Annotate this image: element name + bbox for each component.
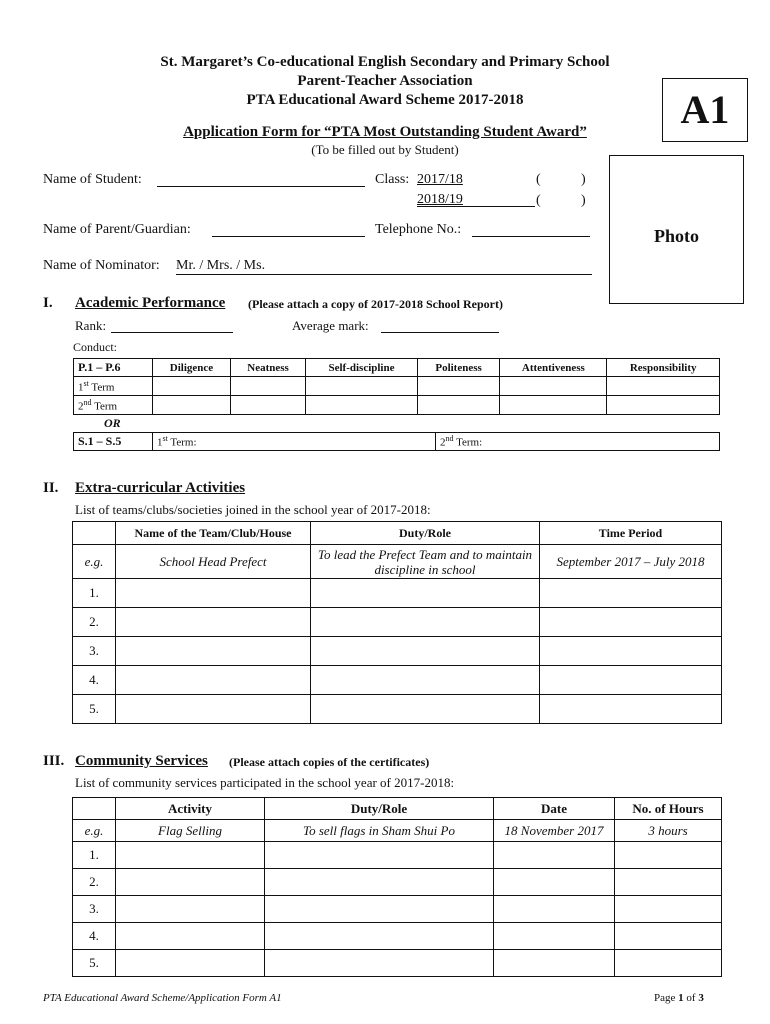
services-cell[interactable] [494, 896, 615, 923]
section-2-number: II. [43, 480, 59, 496]
section-3-title: Community Services [75, 753, 208, 769]
activities-cell[interactable] [311, 666, 540, 695]
class-year-2: 2018/19 [417, 192, 463, 207]
services-cell[interactable] [615, 950, 722, 977]
sec-term-2-word: Term: [456, 436, 483, 449]
conduct-header-attentiveness: Attentiveness [500, 359, 607, 377]
services-table [72, 797, 722, 977]
activities-row-num: 2. [73, 608, 116, 637]
section-1-number: I. [43, 295, 53, 311]
term-2-sup: nd [83, 397, 92, 407]
activities-example-label: e.g. [73, 545, 116, 579]
services-example-activity: Flag Selling [116, 820, 265, 842]
parent-name-label: Name of Parent/Guardian: [43, 222, 191, 237]
conduct-table [73, 358, 720, 415]
sec-term-2-sup: nd [445, 434, 454, 444]
sec-term-1-sup: st [162, 434, 168, 444]
section-3-number: III. [43, 753, 65, 769]
activities-header-name: Name of the Team/Club/House [116, 522, 311, 545]
services-row-num: 5. [73, 950, 116, 977]
activities-header-role: Duty/Role [311, 522, 540, 545]
conduct-cell[interactable] [500, 377, 607, 396]
activities-cell[interactable] [116, 666, 311, 695]
term-2-num: 2 [78, 400, 84, 413]
activities-cell[interactable] [540, 608, 722, 637]
activities-example-period: September 2017 – July 2018 [540, 545, 722, 579]
conduct-cell[interactable] [607, 396, 720, 415]
activities-cell[interactable] [116, 695, 311, 724]
rank-label: Rank: [75, 318, 107, 333]
conduct-header-responsibility: Responsibility [607, 359, 720, 377]
section-1-title: Academic Performance [75, 295, 226, 311]
student-name-label: Name of Student: [43, 172, 142, 187]
activities-row-num: 1. [73, 579, 116, 608]
class-2-open: ( [536, 193, 541, 208]
services-cell[interactable] [265, 896, 494, 923]
section-3-intro: List of community services participated in the school year of 2017-2018: [75, 775, 455, 790]
activities-cell[interactable] [540, 637, 722, 666]
footer-page-number [654, 992, 704, 1004]
sec-term-2-num: 2 [440, 436, 446, 449]
photo-box[interactable]: Photo [609, 155, 744, 304]
sec-term-1-num: 1 [157, 436, 163, 449]
class-2-close: ) [581, 193, 586, 208]
term-1-label [74, 377, 153, 396]
services-cell[interactable] [615, 869, 722, 896]
term-1-num: 1 [78, 381, 84, 394]
footer-page-current: 1 [678, 992, 684, 1004]
activities-cell[interactable] [540, 666, 722, 695]
services-cell[interactable] [116, 869, 265, 896]
term-1-word: Term [91, 381, 115, 394]
activities-cell[interactable] [311, 579, 540, 608]
activities-cell[interactable] [116, 608, 311, 637]
conduct-header-neatness: Neatness [230, 359, 305, 377]
services-cell[interactable] [615, 923, 722, 950]
activities-example-name: School Head Prefect [116, 545, 311, 579]
services-cell[interactable] [494, 842, 615, 869]
footer-page-total: 3 [698, 992, 704, 1004]
activities-row-num: 3. [73, 637, 116, 666]
activities-header-blank [73, 522, 116, 545]
services-cell[interactable] [615, 842, 722, 869]
services-header-blank [73, 798, 116, 820]
services-row-num: 3. [73, 896, 116, 923]
footer-page-word: Page [654, 992, 676, 1004]
student-name-field[interactable] [157, 172, 365, 187]
average-label: Average mark: [292, 318, 369, 333]
services-example-date: 18 November 2017 [494, 820, 615, 842]
services-row-num: 1. [73, 842, 116, 869]
section-2-intro: List of teams/clubs/societies joined in the school year of 2017-2018: [75, 502, 431, 517]
services-cell[interactable] [116, 950, 265, 977]
term-2-word: Term [94, 400, 118, 413]
activities-example-role: To lead the Prefect Team and to maintain discipline in school [311, 545, 540, 579]
conduct-label: Conduct: [73, 340, 117, 354]
secondary-term-2[interactable] [436, 433, 720, 451]
services-cell[interactable] [116, 896, 265, 923]
primary-label: P.1 – P.6 [74, 359, 153, 377]
form-note: (To be filled out by Student) [311, 142, 459, 157]
services-row-num: 2. [73, 869, 116, 896]
footer-form-name: PTA Educational Award Scheme/Application Form A1 [43, 992, 282, 1004]
nominator-titles: Mr. / Mrs. / Ms. [176, 258, 266, 273]
sec-term-1-word: Term: [170, 436, 197, 449]
secondary-term-1[interactable] [153, 433, 436, 451]
conduct-cell[interactable] [230, 396, 305, 415]
services-header-hours: No. of Hours [615, 798, 722, 820]
section-1-note: (Please attach a copy of 2017-2018 School Report) [248, 297, 503, 311]
class-1-open: ( [536, 172, 541, 187]
services-cell[interactable] [615, 896, 722, 923]
activities-header-period: Time Period [540, 522, 722, 545]
class-year-2-wrap [417, 192, 535, 206]
class-year-2-underline[interactable] [417, 206, 535, 207]
section-3-note: (Please attach copies of the certificates) [229, 755, 430, 769]
telephone-label: Telephone No.: [375, 222, 462, 237]
conduct-header-self-discipline: Self-discipline [306, 359, 418, 377]
services-cell[interactable] [265, 923, 494, 950]
conduct-header-politeness: Politeness [417, 359, 500, 377]
services-cell[interactable] [116, 923, 265, 950]
nominator-label: Name of Nominator: [43, 258, 160, 273]
services-cell[interactable] [265, 950, 494, 977]
form-code-box: A1 [662, 78, 748, 142]
parent-name-field[interactable] [212, 222, 365, 237]
nominator-field[interactable] [176, 258, 592, 275]
conduct-cell[interactable] [153, 396, 231, 415]
services-example-label: e.g. [73, 820, 116, 842]
activities-row-num: 5. [73, 695, 116, 724]
activities-table [72, 521, 722, 724]
services-cell[interactable] [494, 950, 615, 977]
rank-field[interactable] [111, 318, 233, 333]
activities-cell[interactable] [540, 695, 722, 724]
or-label: OR [104, 416, 121, 430]
activities-row-num: 4. [73, 666, 116, 695]
conduct-cell[interactable] [153, 377, 231, 396]
footer-of-word: of [686, 992, 696, 1004]
section-2-title: Extra-curricular Activities [75, 480, 246, 496]
conduct-cell[interactable] [417, 396, 500, 415]
conduct-cell[interactable] [306, 377, 418, 396]
class-year-1: 2017/18 [417, 172, 463, 187]
services-cell[interactable] [265, 869, 494, 896]
services-cell[interactable] [494, 869, 615, 896]
conduct-cell[interactable] [417, 377, 500, 396]
services-cell[interactable] [494, 923, 615, 950]
average-field[interactable] [381, 318, 499, 333]
services-header-role: Duty/Role [265, 798, 494, 820]
services-header-date: Date [494, 798, 615, 820]
services-cell[interactable] [116, 842, 265, 869]
services-example-role: To sell flags in Sham Shui Po [265, 820, 494, 842]
services-row-num: 4. [73, 923, 116, 950]
term-1-sup: st [83, 378, 89, 388]
conduct-cell[interactable] [500, 396, 607, 415]
class-1-close: ) [581, 172, 586, 187]
form-title: Application Form for “PTA Most Outstanding Student Award” [183, 124, 587, 140]
secondary-label: S.1 – S.5 [74, 433, 153, 451]
association-name: Parent-Teacher Association [297, 73, 473, 89]
activities-cell[interactable] [311, 637, 540, 666]
activities-cell[interactable] [116, 579, 311, 608]
term-2-label [74, 396, 153, 415]
services-header-activity: Activity [116, 798, 265, 820]
scheme-title: PTA Educational Award Scheme 2017-2018 [246, 92, 524, 108]
activities-cell[interactable] [540, 579, 722, 608]
telephone-field[interactable] [472, 222, 590, 237]
conduct-cell[interactable] [230, 377, 305, 396]
conduct-cell[interactable] [607, 377, 720, 396]
activities-cell[interactable] [311, 695, 540, 724]
school-name: St. Margaret’s Co-educational English Secondary and Primary School [160, 54, 610, 70]
services-example-hours: 3 hours [615, 820, 722, 842]
services-cell[interactable] [265, 842, 494, 869]
secondary-table [73, 432, 720, 451]
activities-cell[interactable] [116, 637, 311, 666]
conduct-header-diligence: Diligence [153, 359, 231, 377]
class-label: Class: [375, 172, 410, 187]
conduct-cell[interactable] [306, 396, 418, 415]
activities-cell[interactable] [311, 608, 540, 637]
